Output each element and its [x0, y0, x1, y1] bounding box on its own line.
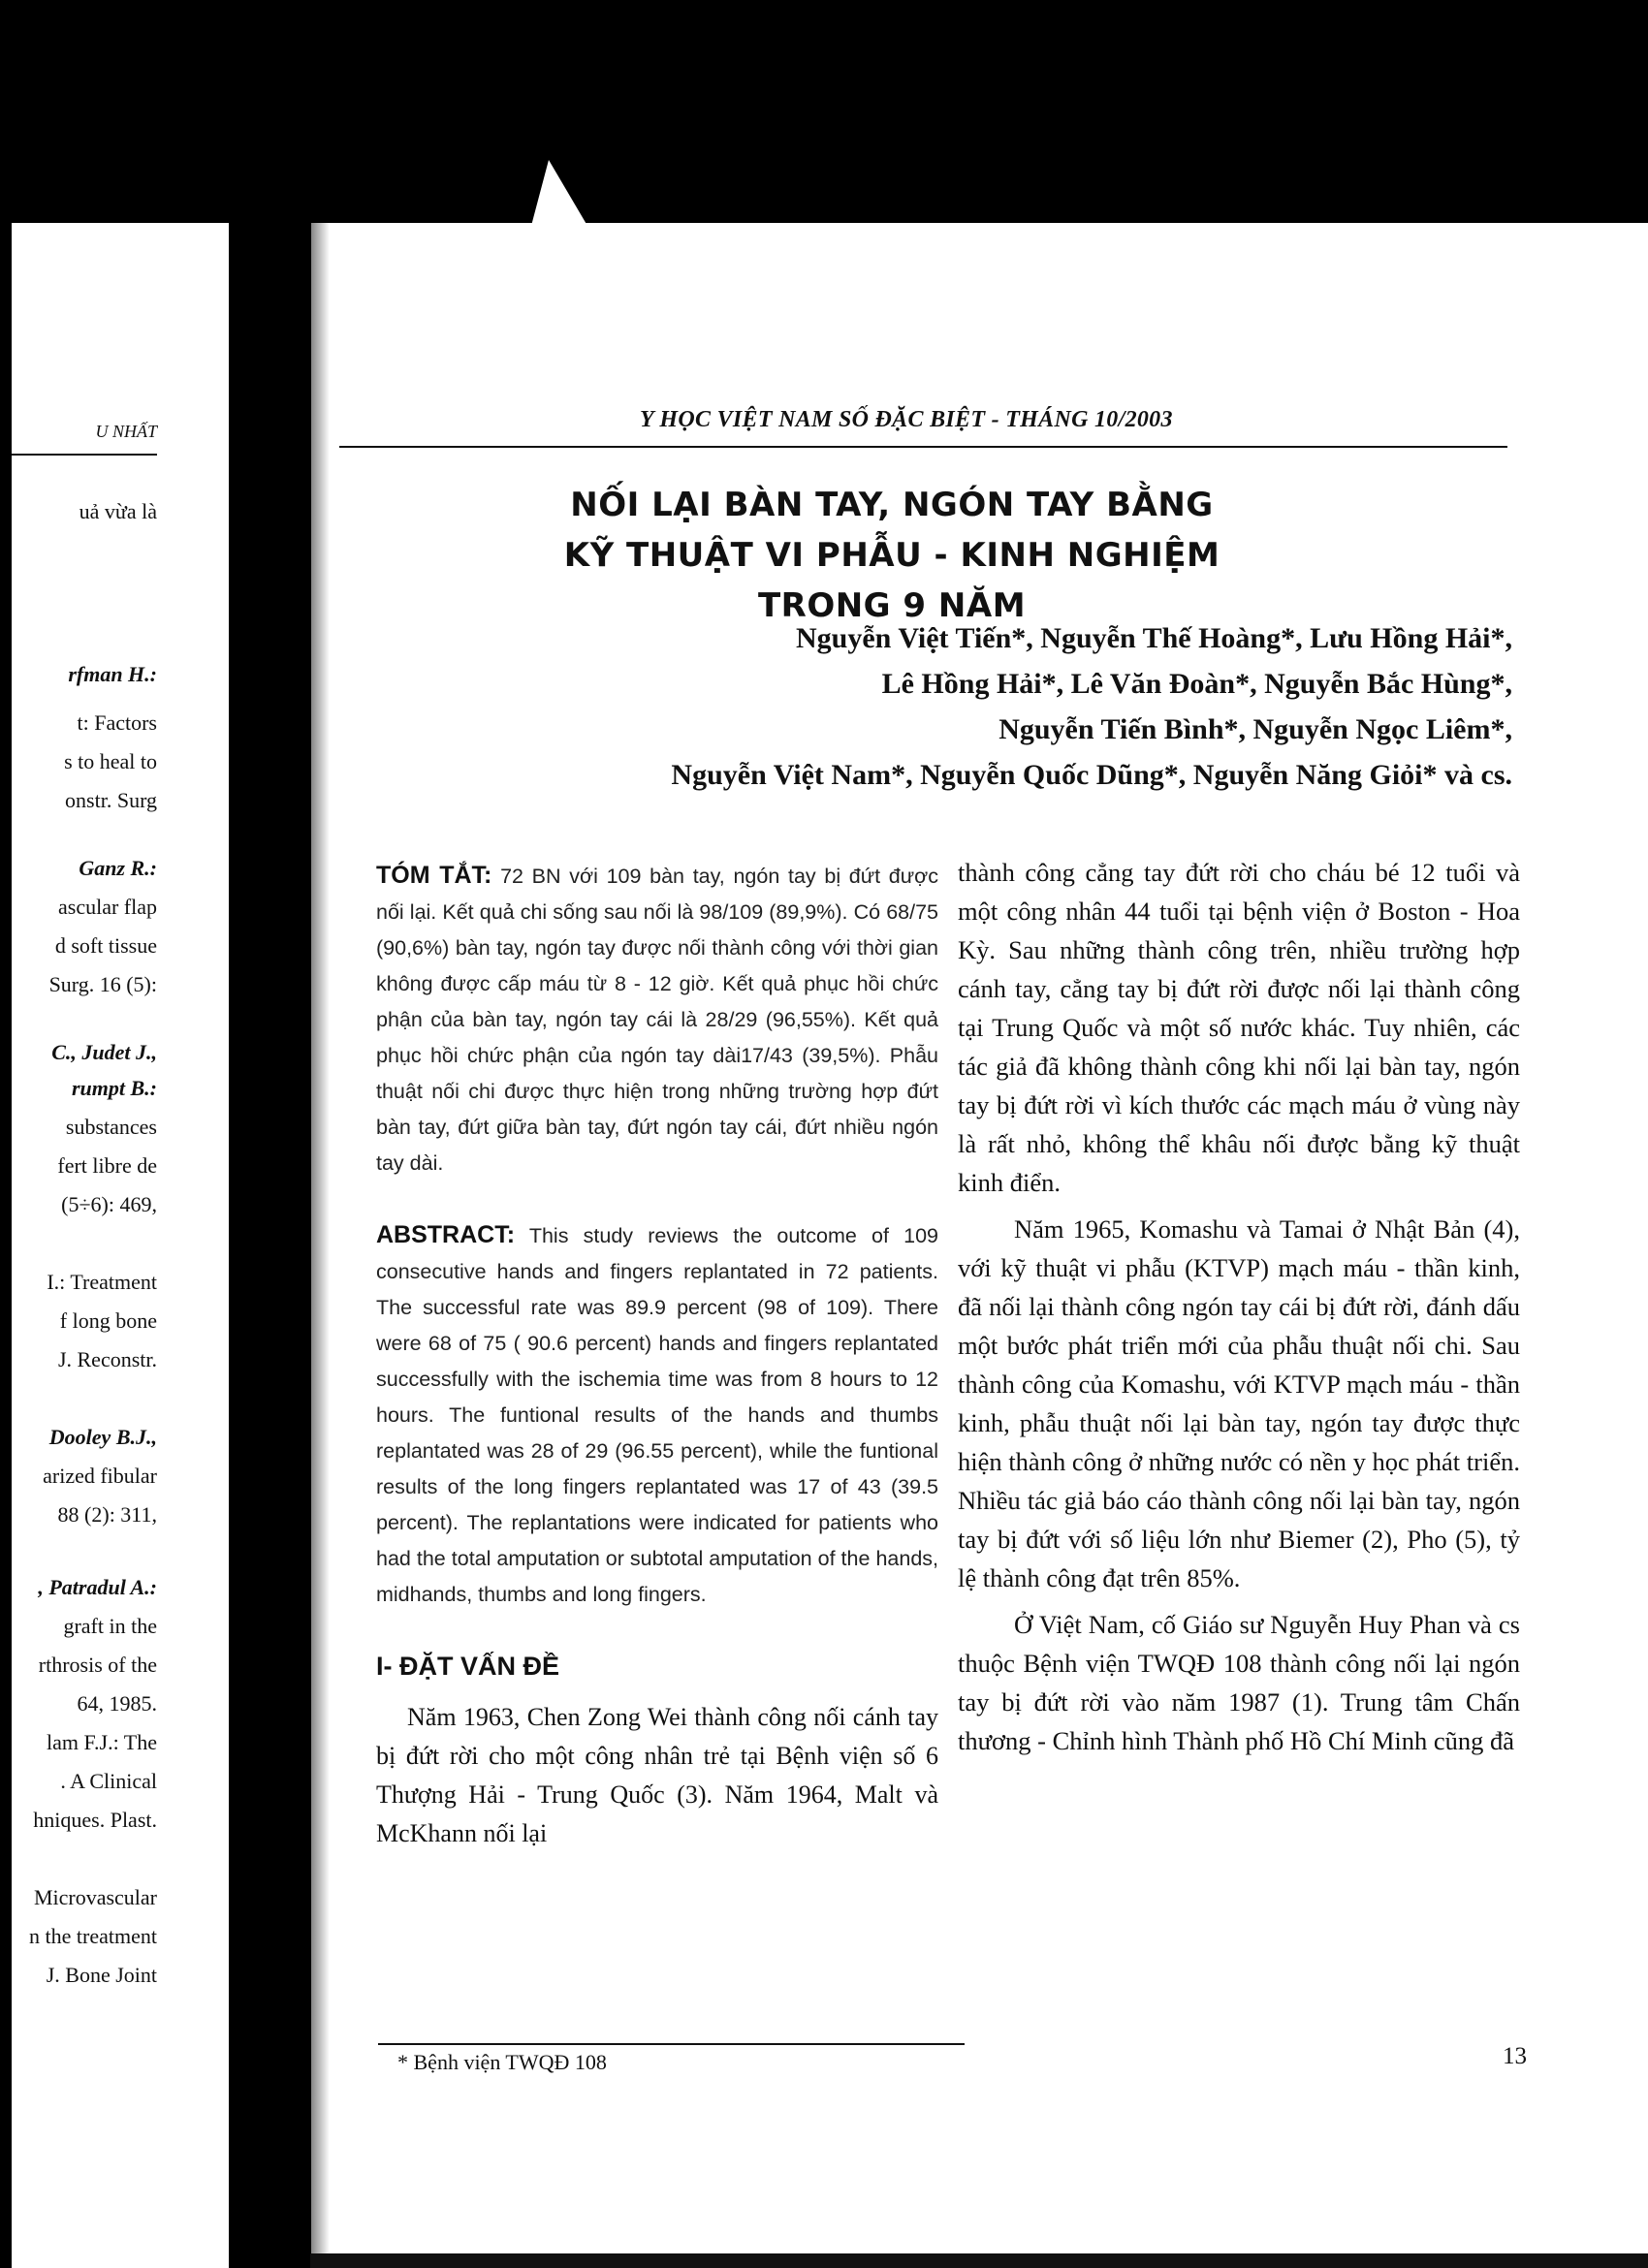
body-paragraph: Năm 1965, Komashu và Tamai ở Nhật Bản (4), với kỹ thuật vi phẫu (KTVP) mạch máu - thần kinh, đã nối lại thành công ngón tay cái bị đứt rời, đánh dấu một bước phát triển mới của phẫu thuật nối chi. Sau thành công của Komashu, với KTVP mạch máu - thần kinh, phẫu thuật nối lại bàn tay, ngón tay được thực hiện thành công ở những nước có nền y học phát triển. Nhiều tác giả báo cáo thành công nối lại bàn tay, ngón tay bị đứt với số liệu lớn như Biemer (2), Pho (5), tỷ lệ thành công đạt trên 85%. [958, 1214, 1520, 1592]
left-page-fragment: (5÷6): 469, [61, 1192, 157, 1216]
left-page-fragment: 88 (2): 311, [57, 1502, 157, 1527]
article-title [543, 480, 1241, 631]
left-page-fragment: rthrosis of the [38, 1653, 157, 1677]
left-page-fragment: lam F.J.: The [47, 1730, 157, 1754]
author-line: Lê Hồng Hải*, Lê Văn Đoàn*, Nguyễn Bắc Hùng*, [881, 668, 1512, 700]
page-number: 13 [1503, 2043, 1527, 2069]
left-page-fragment: hniques. Plast. [33, 1808, 157, 1832]
left-page-fragment: arized fibular [43, 1464, 157, 1488]
author-line: Nguyễn Việt Tiến*, Nguyễn Thế Hoàng*, Lưu Hồng Hải*, [796, 622, 1512, 654]
left-page-fragment: 64, 1985. [77, 1691, 157, 1716]
left-page-fragment: onstr. Surg [65, 788, 157, 812]
scan-black-border-top [0, 0, 1648, 223]
footnote: * Bệnh viện TWQĐ 108 [397, 2050, 607, 2074]
left-page-fragment: Microvascular [33, 1885, 157, 1909]
summary-paragraph [376, 858, 938, 1181]
journal-header: Y HỌC VIỆT NAM SỐ ĐẶC BIỆT - THÁNG 10/2003 [640, 407, 1173, 432]
body-paragraph: Ở Việt Nam, cố Giáo sư Nguyễn Huy Phan và cs thuộc Bệnh viện TWQĐ 108 thành công nối lại ngón tay bị đứt rời vào năm 1987 (1). Trung tâm Chấn thương - Chỉnh hình Thành phố Hồ Chí Minh cũng đã [958, 1610, 1520, 1755]
left-page-fragment: t: Factors [77, 710, 157, 735]
left-page-fragment: rumpt B.: [71, 1076, 157, 1100]
title-line-2: KỸ THUẬT VI PHẪU - KINH NGHIỆM TRONG 9 NĂM [563, 536, 1220, 625]
spine-gradient [291, 223, 330, 2268]
left-page-fragment: I.: Treatment [47, 1270, 157, 1294]
left-page-fragment: f long bone [59, 1308, 157, 1333]
author-line: Nguyễn Việt Nam*, Nguyễn Quốc Dũng*, Nguyễn Năng Giỏi* và cs. [671, 759, 1512, 791]
left-page-fragment: J. Reconstr. [57, 1347, 157, 1371]
left-page-fragment: . A Clinical [60, 1769, 157, 1793]
section-heading: I- ĐẶT VẤN ĐỀ [376, 1652, 559, 1681]
summary-label: TÓM TẮT: [376, 862, 492, 889]
left-page-fragment: , Patradul A.: [38, 1575, 157, 1599]
left-page-fragment: ascular flap [58, 895, 157, 919]
intro-paragraph: Năm 1963, Chen Zong Wei thành công nối cánh tay bị đứt rời cho một công nhân trẻ tại Bệnh viện số 6 Thượng Hải - Trung Quốc (3). Năm 1964, Malt và McKhann nối lại [376, 1703, 938, 1847]
footnote-rule [378, 2043, 965, 2045]
left-page-fragment: rfman H.: [68, 662, 157, 686]
left-page-fragment: s to heal to [64, 749, 157, 773]
header-rule [339, 446, 1507, 448]
abstract-text: This study reviews the outcome of 109 consecutive hands and fingers replantated in 72 patients. The successful rate was 89.9 percent (98 of 109). There were 68 of 75 ( 90.6 percent) hands and fingers replantated successfully with the ischemia time was from 8 hours to 12 hours. The funtional results of the hands and thumbs replantated was 28 of 29 (96.55 percent), while the funtional results of the long fingers replantated was 17 of 43 (39.5 percent). The replantations were indicated for patients who had the total amputation or subtotal amputation of the hands, midhands, thumbs and long fingers. [376, 1224, 938, 1606]
left-page-fragment: Dooley B.J., [48, 1425, 157, 1449]
left-page-fragment: J. Bone Joint [46, 1963, 157, 1987]
left-page-fragment: d soft tissue [54, 933, 157, 958]
abstract-paragraph [376, 1217, 938, 1613]
author-list [671, 615, 1512, 798]
body-paragraph: thành công cẳng tay đứt rời cho cháu bé 12 tuổi và một công nhân 44 tuổi tại bệnh viện ở Boston - Hoa Kỳ. Sau những thành công trên, nhiều trường hợp cánh tay, cẳng tay bị đứt rời được nối lại thành công tại Trung Quốc và một số nước khác. Tuy nhiên, các tác giả đã không thành công khi nối lại bàn tay, ngón tay bị đứt rời vì kích thước các mạch máu ở vùng này là rất nhỏ, không thể khâu nối được bằng kỹ thuật kinh điển. [958, 858, 1520, 1197]
page-corner-fold [531, 160, 587, 226]
left-page-fragment: fert libre de [57, 1153, 157, 1178]
left-page-fragment: Surg. 16 (5): [48, 972, 157, 996]
summary-text: 72 BN với 109 bàn tay, ngón tay bị đứt được nối lại. Kết quả chi sống sau nối là 98/109 (89,9%). Có 68/75 (90,6%) bàn tay, ngón tay được nối thành công với thời gian không được cấp máu từ 8 - 12 giờ. Kết quả phục hồi chức phận của bàn tay, ngón tay cái là 28/29 (96,55%). Kết quả phục hồi chức phận của ngón tay dài17/43 (39,5%). Phẫu thuật nối chi được thực hiện trong những trường hợp đứt bàn tay, đứt giữa bàn tay, đứt ngón tay cái, đứt nhiều ngón tay dài. [376, 865, 939, 1175]
left-page-fragment: n the treatment [29, 1924, 157, 1948]
author-line: Nguyễn Tiến Bình*, Nguyễn Ngọc Liêm*, [998, 713, 1512, 745]
abstract-label: ABSTRACT: [376, 1221, 516, 1248]
left-page-header: U NHẤT [95, 422, 157, 441]
left-page-fragment: Ganz R.: [79, 856, 157, 880]
left-page-fragment: C., Judet J., [51, 1040, 157, 1064]
left-page-fragment: uả vừa là [79, 499, 157, 523]
left-page-fragment: graft in the [63, 1614, 157, 1638]
title-line-1: NỐI LẠI BÀN TAY, NGÓN TAY BẰNG [570, 486, 1214, 524]
left-page-header-rule [12, 454, 157, 456]
left-column [376, 858, 938, 1889]
left-page-fragment: substances [65, 1115, 157, 1139]
right-column [958, 853, 1520, 1768]
scan-black-border-left [0, 223, 12, 2268]
scan-bottom-edge [310, 2253, 1648, 2268]
